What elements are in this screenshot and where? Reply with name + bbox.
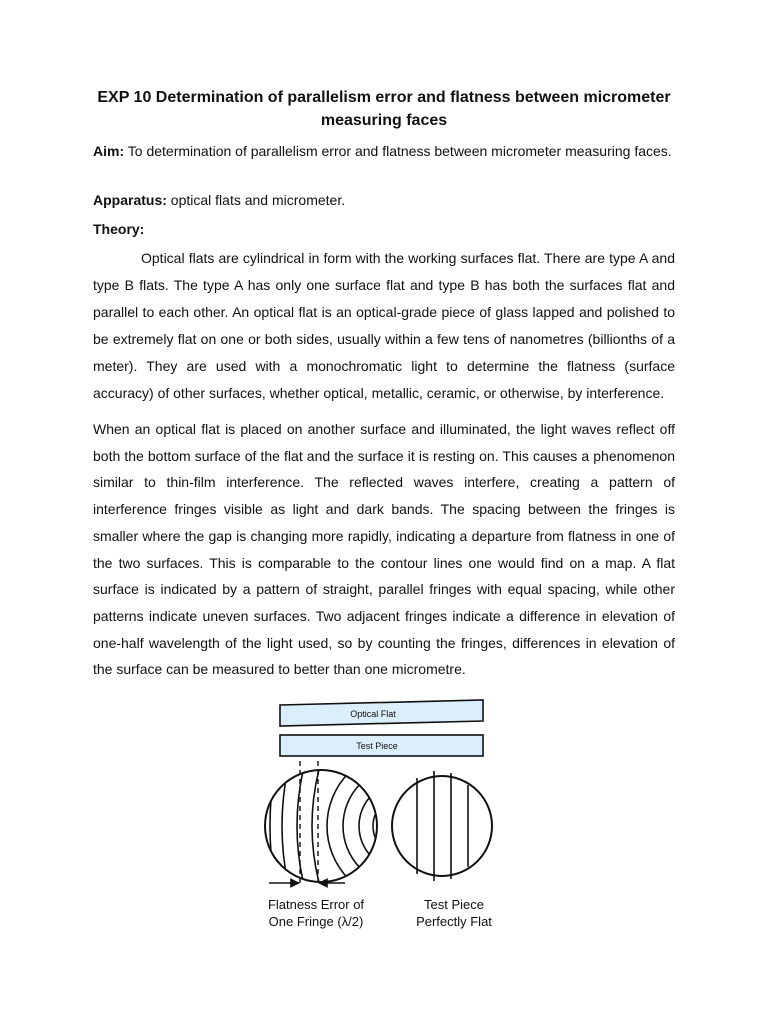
optical-flat-figure bbox=[255, 695, 495, 940]
right-fringe-circle bbox=[392, 776, 492, 876]
right-caption-line2: Perfectly Flat bbox=[416, 914, 492, 929]
interference-paragraph: When an optical flat is placed on another surface and illuminated, the light waves reflect off both the bottom surface of the flat and the surface it is resting on. This causes a phenomenon similar to thin-film interference. The reflected waves interfere, creating a pattern of interference fringes visible as light and dark bands. The spacing between the fringes is smaller where the gap is changing more rapidly, indicating a departure from flatness in one of the two surfaces. This is comparable to the contour lines one would find on a map. A flat surface is indicated by a pattern of straight, parallel fringes with equal spacing, while other patterns indicate uneven surfaces. Two adjacent fringes indicate a difference in elevation of one-half wavelength of the light used, so by counting the fringes, differences in elevation of the surface can be measured to better than one micrometre. bbox=[93, 421, 675, 678]
aim-label: Aim: bbox=[93, 143, 125, 159]
straight-fringes-pattern bbox=[417, 771, 468, 881]
optical-flat-diagram bbox=[255, 695, 495, 940]
test-piece-label: Test Piece bbox=[356, 741, 398, 751]
aim-text: To determination of parallelism error and flatness between micrometer measuring faces. bbox=[127, 143, 672, 159]
right-caption-line1: Test Piece bbox=[424, 897, 484, 912]
theory-heading: Theory: bbox=[93, 221, 145, 237]
apparatus-label: Apparatus: bbox=[93, 192, 167, 208]
apparatus-text: optical flats and micrometer. bbox=[170, 192, 346, 208]
aim-section bbox=[93, 141, 675, 161]
left-caption-line1: Flatness Error of bbox=[267, 897, 365, 912]
apparatus-section bbox=[93, 190, 675, 210]
optical-flat-label: Optical Flat bbox=[350, 709, 396, 719]
theory-paragraph: Optical flats are cylindrical in form with the working surfaces flat. There are type A and type B flats. The type A has only one surface flat and type B has both the surfaces flat and parallel to each other. An optical flat is an optical-grade piece of glass lapped and polished to be extremely flat on one or both sides, usually within a few tens of nanometres (billionths of a meter). They are used with a monochromatic light to determine the flatness (surface accuracy) of other surfaces, whether optical, metallic, ceramic, or otherwise, by interference. bbox=[93, 250, 675, 401]
document-title: EXP 10 Determination of parallelism error and flatness between micrometer measuring faces bbox=[97, 89, 671, 129]
left-caption-line2: One Fringe (λ/2) bbox=[268, 914, 364, 929]
